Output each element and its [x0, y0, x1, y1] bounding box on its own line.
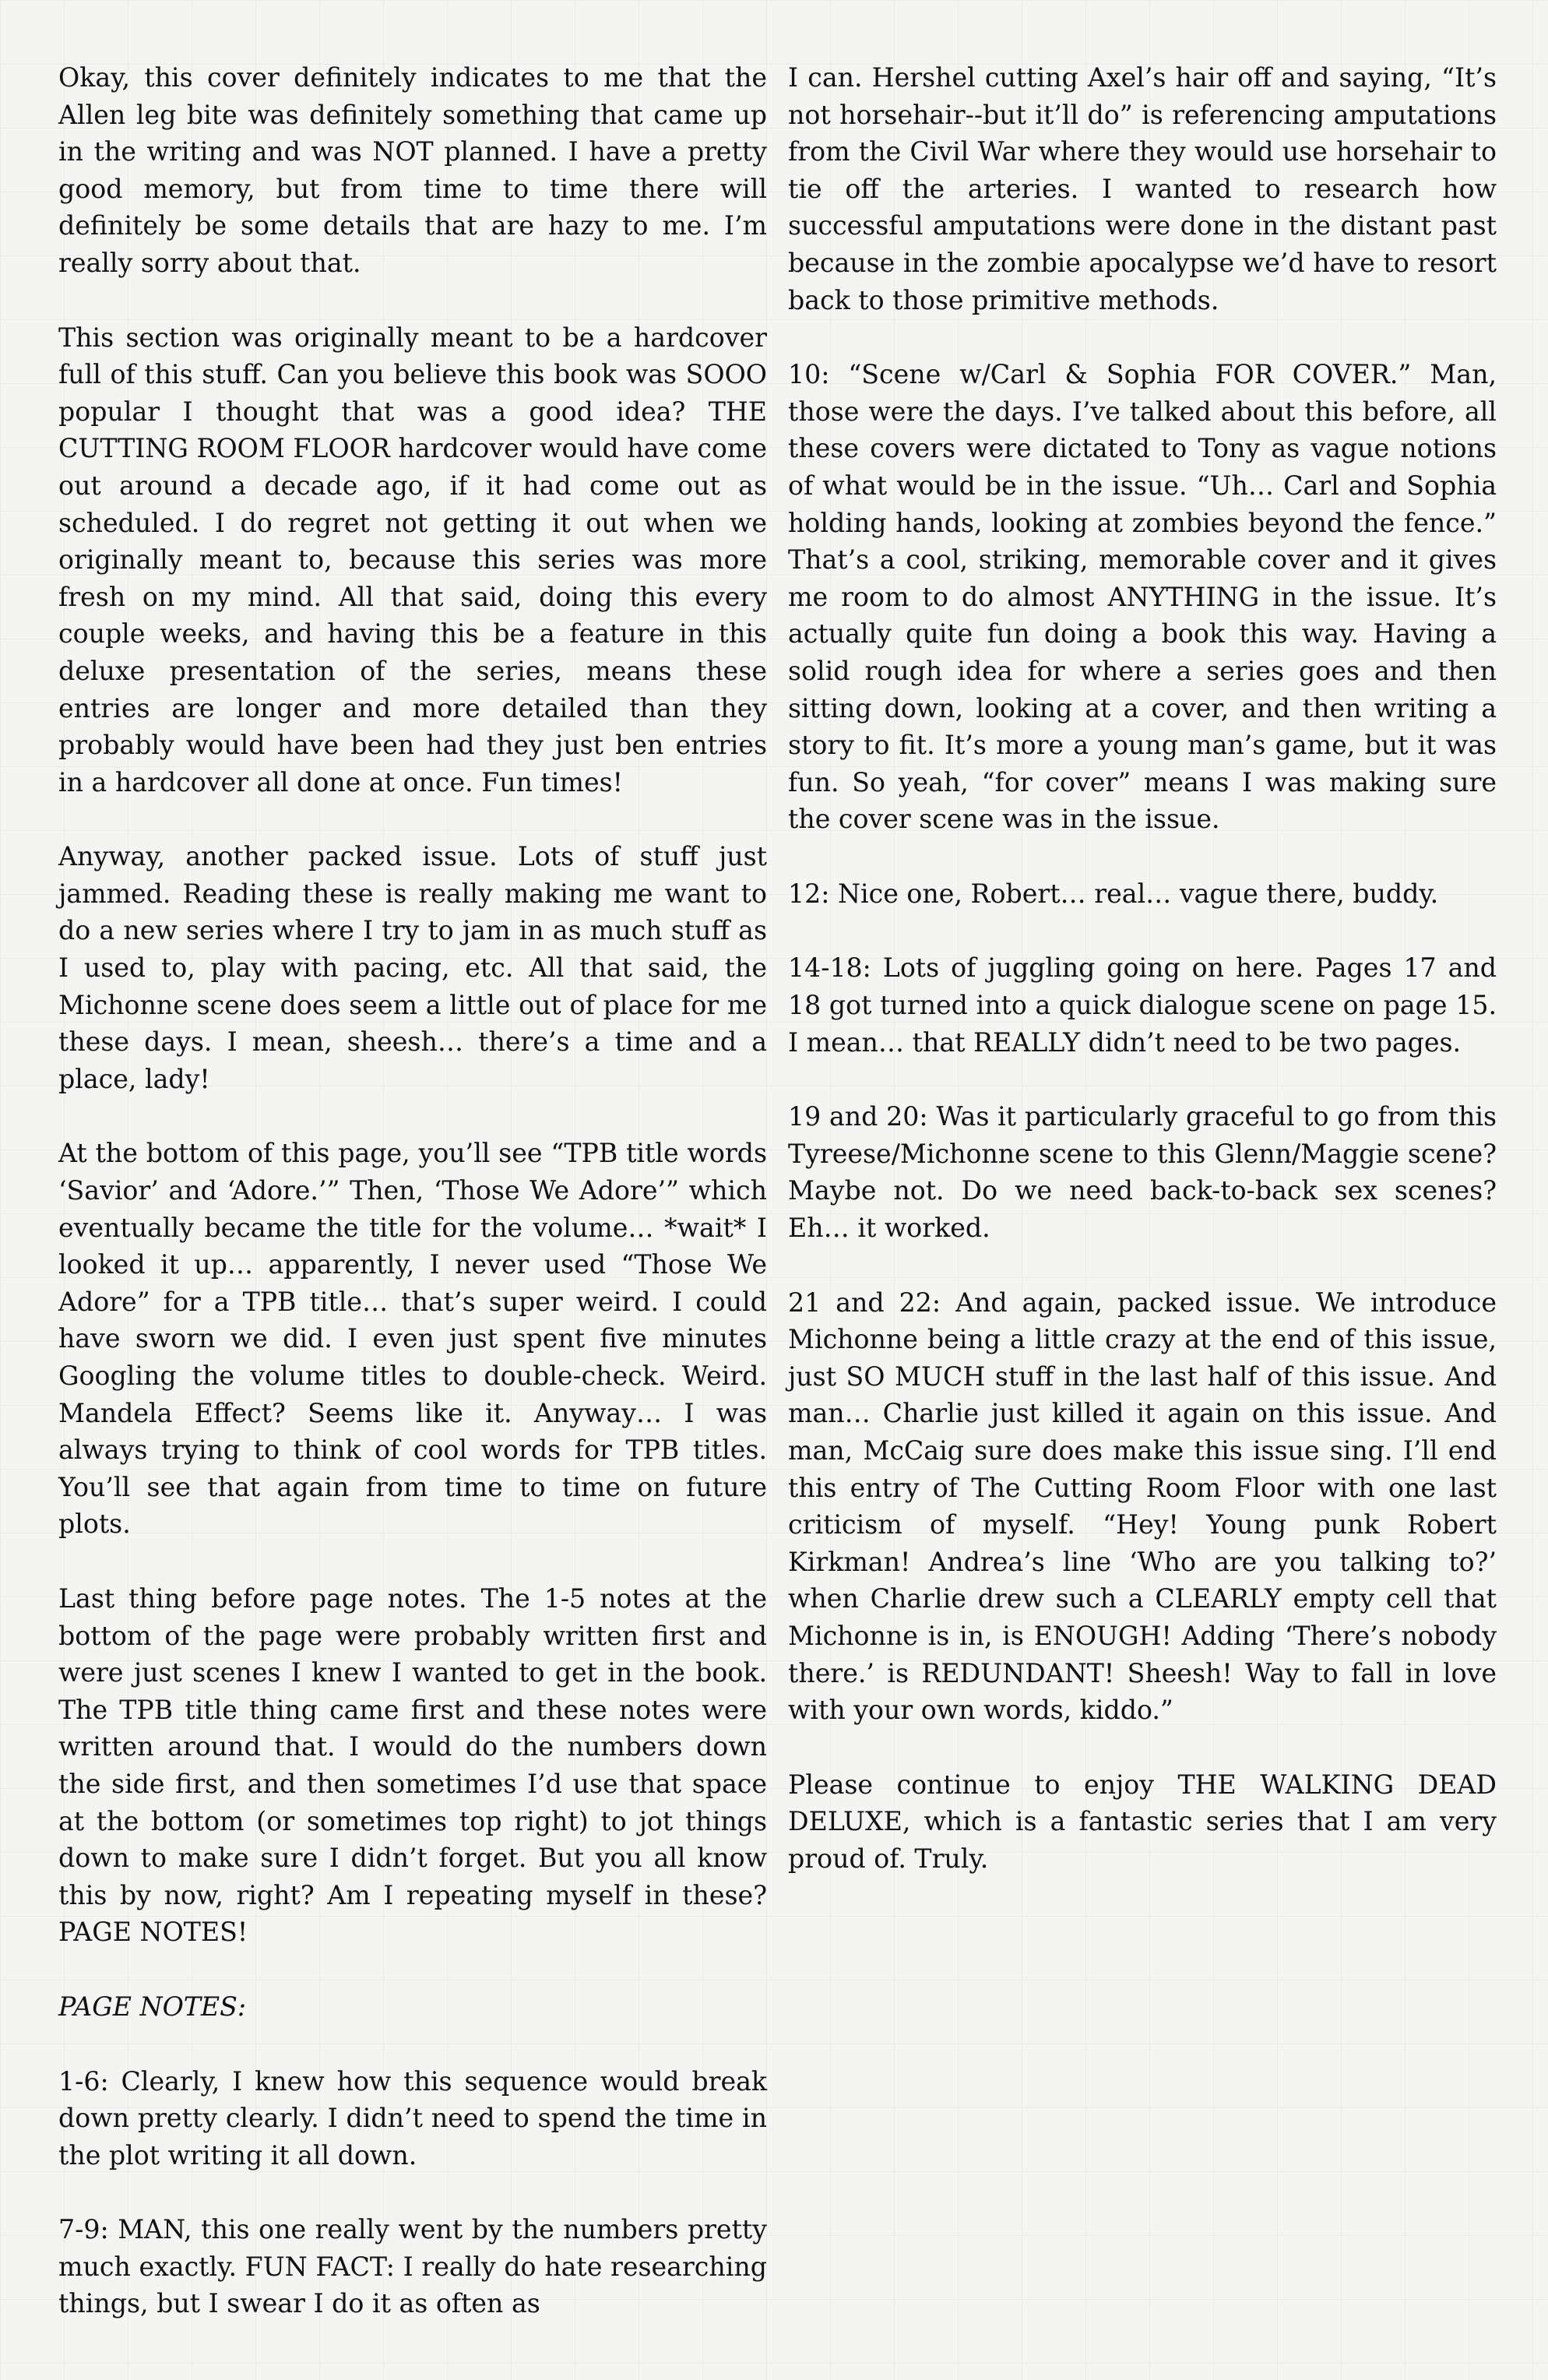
right-column — [788, 59, 1497, 1915]
note-page-10: 10: “Scene w/Carl & Sophia FOR COVER.” Man, those were the days. I’ve talked about this before, all these covers were dictated to Tony as vague notions of what would be in the issue. “Uh… Carl and Sophia holding hands, looking at zombies beyond the fence.” That’s a cool, striking, memorable cover and it gives me room to do almost ANYTHING in the issue. It’s actually quite fun doing a book this way. Having a solid rough idea for where a series goes and then sitting down, looking at a cover, and then writing a story to fit. It’s more a young man’s game, but it was fun. So yeah, “for cover” means I was making sure the cover scene was in the issue. — [788, 359, 1497, 835]
note-pages-14-18: 14-18: Lots of juggling going on here. Pages 17 and 18 got turned into a quick dialogue scene on page 15. I mean… that REALLY didn’t need to be two pages. — [788, 952, 1497, 1058]
note-page-12: 12: Nice one, Robert… real… vague there, buddy. — [788, 878, 1439, 909]
note-pages-7-9: 7-9: MAN, this one really went by the numbers pretty much exactly. FUN FACT: I really do hate researching things, but I swear I do it as often as — [58, 2214, 767, 2319]
page-notes-heading: PAGE NOTES: — [58, 1991, 247, 2022]
paragraph-cover-leg-bite: Okay, this cover definitely indicates to me that the Allen leg bite was definitely something that came up in the writing and was NOT planned. I have a pretty good memory, but from time to time there will definitely be some details that are hazy to me. I’m really sorry about that. — [58, 62, 767, 278]
paragraph-amputation-research: I can. Hershel cutting Axel’s hair off and saying, “It’s not horsehair--but it’ll do” is referencing amputations from the Civil War where they would use horsehair to tie off the arteries. I wanted to research how successful amputations were done in the distant past because in the zombie apocalypse we’d have to resort back to those primitive methods. — [788, 62, 1497, 315]
paragraph-packed-issue: Anyway, another packed issue. Lots of stuff just jammed. Reading these is really making me want to do a new series where I try to jam in as much stuff as I used to, play with pacing, etc. All that said, the Michonne scene does seem a little out of place for me these days. I mean, sheesh… there’s a time and a place, lady! — [58, 841, 767, 1094]
left-column — [58, 59, 767, 2360]
paragraph-tpb-title: At the bottom of this page, you’ll see “TPB title words ‘Savior’ and ‘Adore.’” Then, ‘Those We Adore’” which eventually became the title for the volume… *wait* I looked it up… apparently, I never used “Those We Adore” for a TPB title… that’s super weird. I could have sworn we did. I even just spent five minutes Googling the volume titles to double-check. Weird. Mandela Effect? Seems like it. Anyway… I was always trying to think of cool words for TPB titles. You’ll see that again from time to time on future plots. — [58, 1138, 767, 1540]
paragraph-hardcover-history: This section was originally meant to be a hardcover full of this stuff. Can you believe this book was SOOO popular I thought that was a good idea? THE CUTTING ROOM FLOOR hardcover would have come out around a decade ago, if it had come out as scheduled. I do regret not getting it out when we originally meant to, because this series was more fresh on my mind. All that said, doing this every couple weeks, and having this be a feature in this deluxe presentation of the series, means these entries are longer and more detailed than they probably would have been had they just ben entries in a hardcover all done at once. Fun times! — [58, 322, 767, 797]
note-pages-21-22: 21 and 22: And again, packed issue. We introduce Michonne being a little crazy at the end of this issue, just SO MUCH stuff in the last half of this issue. And man… Charlie just killed it again on this issue. And man, McCaig sure does make this issue sing. I’ll end this entry of The Cutting Room Floor with one last criticism of myself. “Hey! Young punk Robert Kirkman! Andrea’s line ‘Who are you talking to?’ when Charlie drew such a CLEARLY empty cell that Michonne is in, is ENOUGH! Adding ‘There’s nobody there.’ is REDUNDANT! Sheesh! Way to fall in love with your own words, kiddo.” — [788, 1287, 1497, 1726]
closing-paragraph: Please continue to enjoy THE WALKING DEAD DELUXE, which is a fantastic series that I am very proud of. Truly. — [788, 1769, 1497, 1874]
note-pages-1-6: 1-6: Clearly, I knew how this sequence would break down pretty clearly. I didn’t need to spend the time in the plot writing it all down. — [58, 2065, 767, 2171]
note-pages-19-20: 19 and 20: Was it particularly graceful to go from this Tyreese/Michonne scene to this Glenn/Maggie scene? Maybe not. Do we need back-to-back sex scenes? Eh… it worked. — [788, 1101, 1497, 1244]
paragraph-before-page-notes: Last thing before page notes. The 1-5 notes at the bottom of the page were probably written first and were just scenes I knew I wanted to get in the book. The TPB title thing came first and these notes were written around that. I would do the numbers down the side first, and then sometimes I’d use that space at the bottom (or sometimes top right) to jot things down to make sure I didn’t forget. But you all know this by now, right? Am I repeating myself in these? PAGE NOTES! — [58, 1583, 767, 1948]
